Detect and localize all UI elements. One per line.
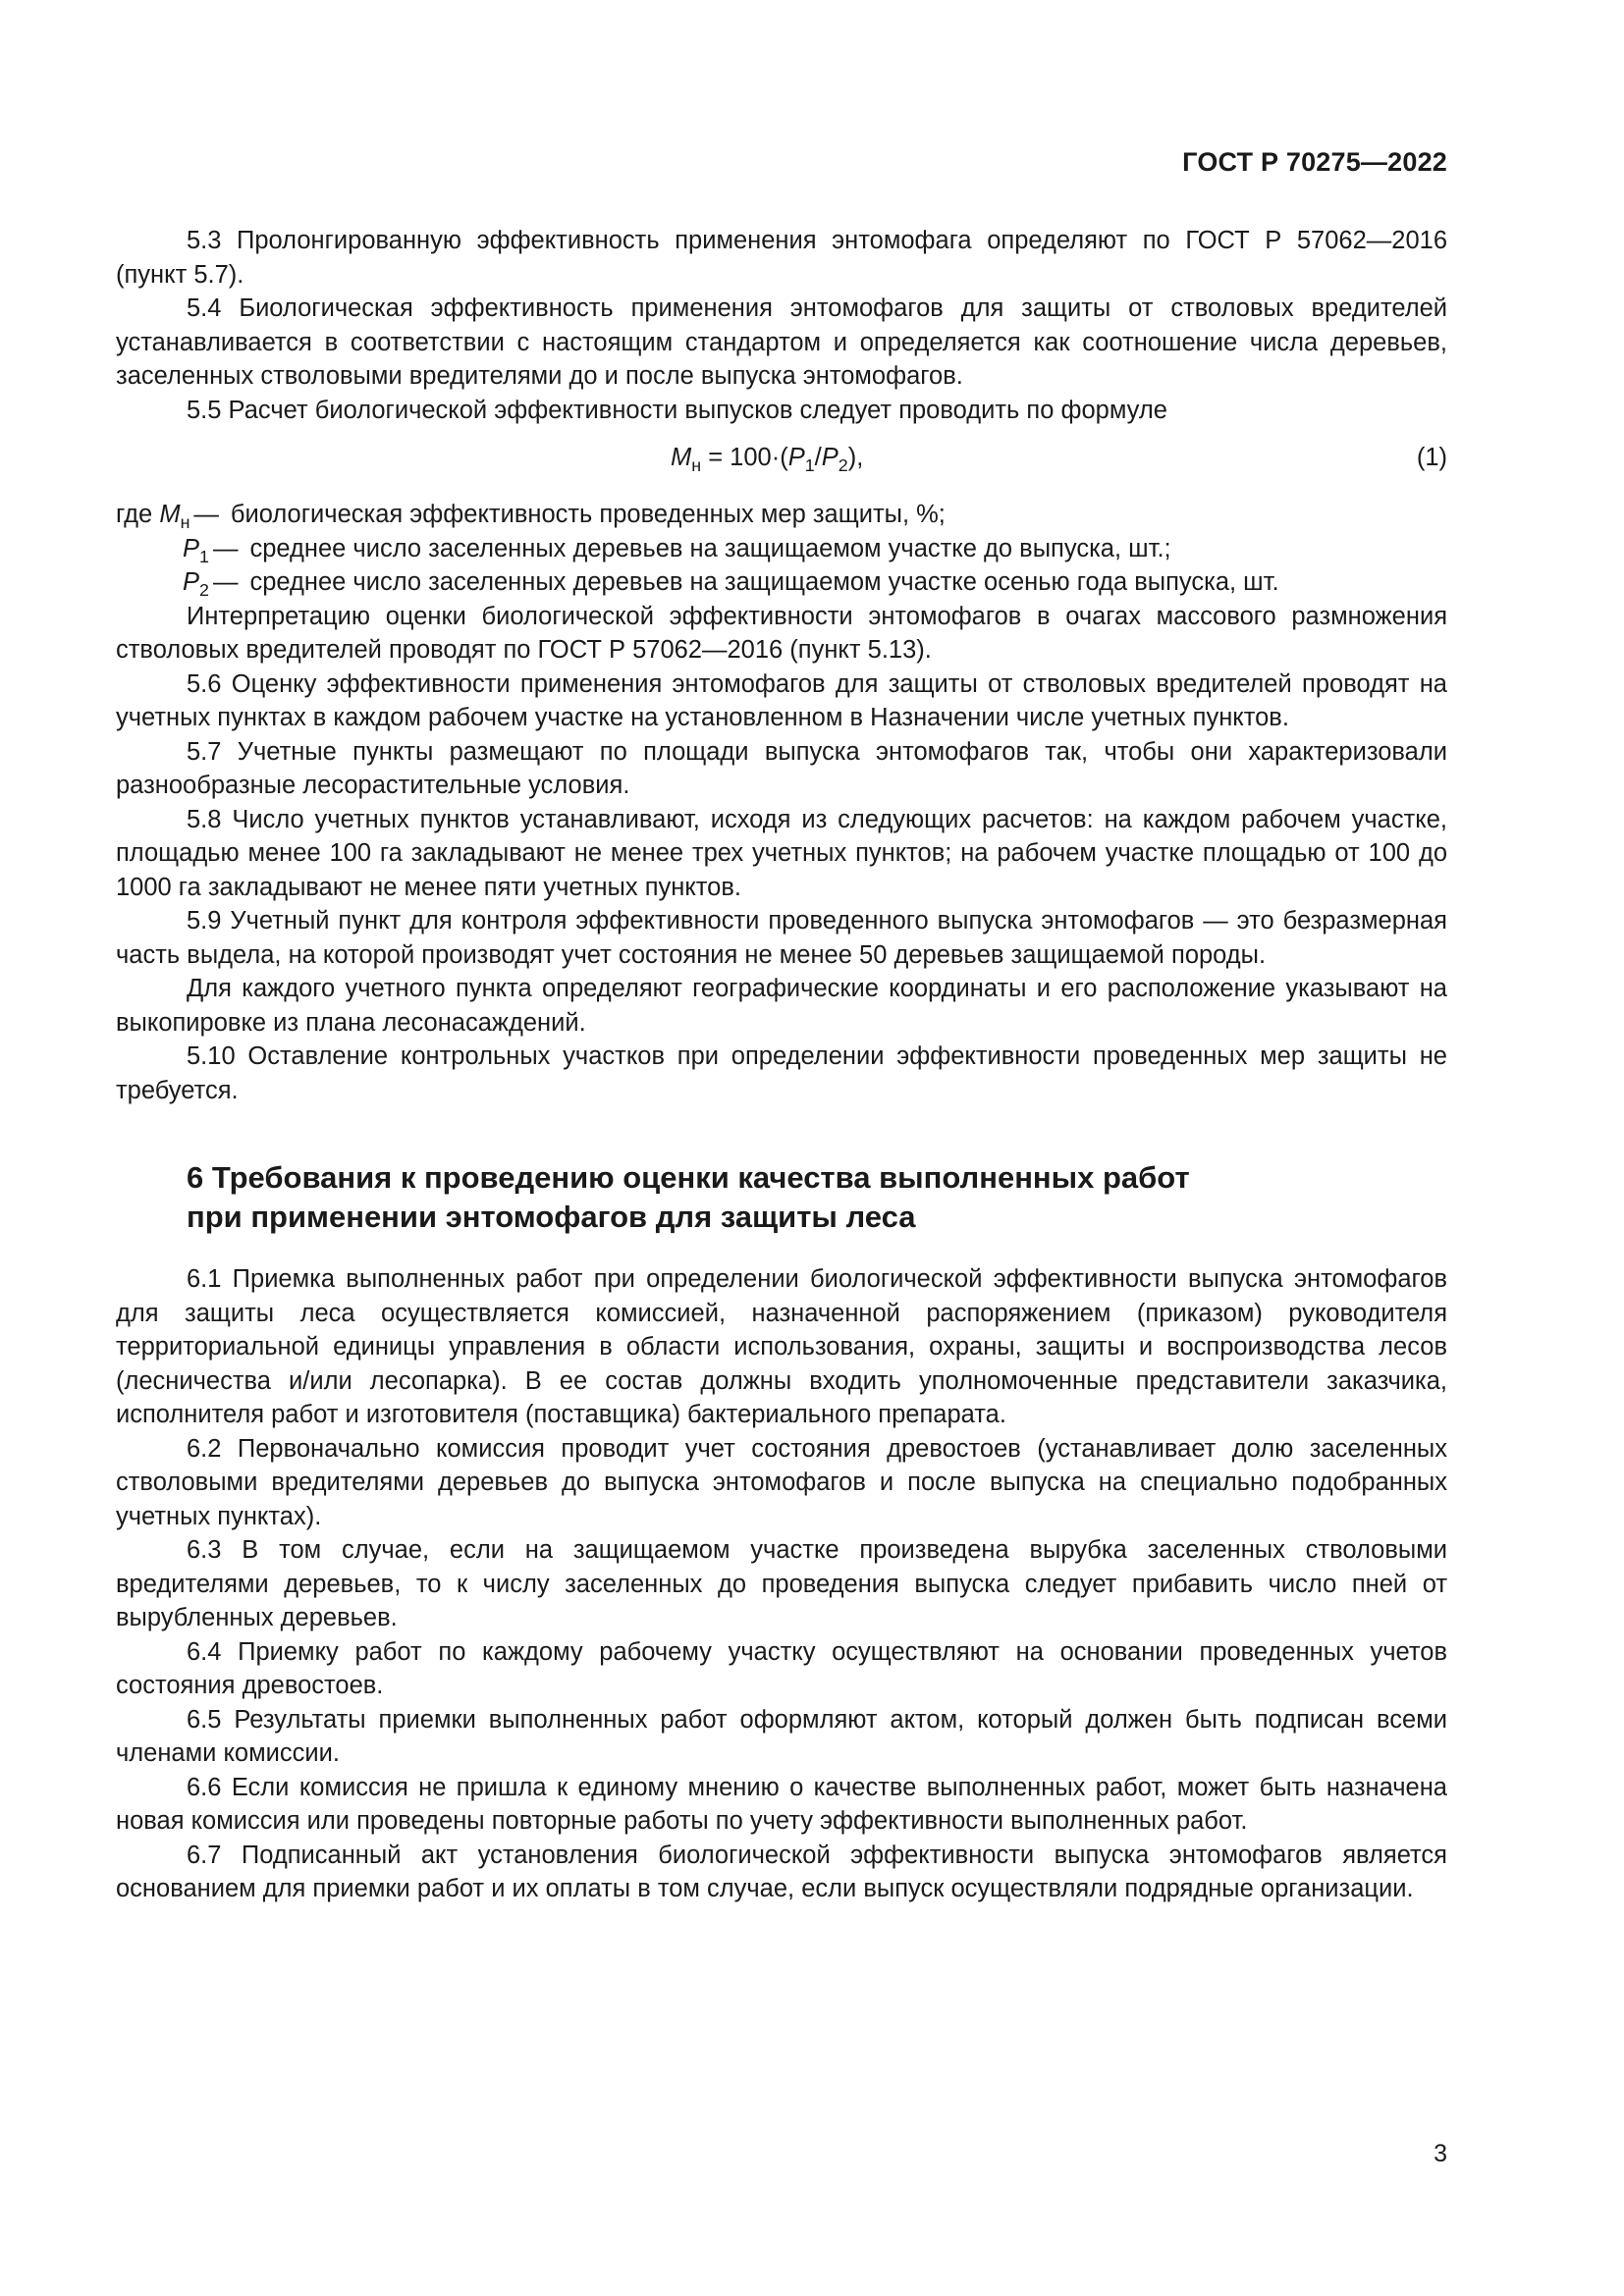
page-number: 3 (1434, 2140, 1447, 2167)
paragraph-6-4: 6.4 Приемку работ по каждому рабочему участку осуществляют на основании проведенных учетов состояния древостоев. (116, 1637, 1447, 1699)
formula-1 (116, 435, 1447, 490)
paragraph-interpretation: Интерпретацию оценки биологической эффективности энтомофагов в очагах массового размножения стволовых вредителей проводят по ГОСТ Р 57062—2016 (пункт 5.13). (116, 602, 1447, 664)
paragraph-5-4: 5.4 Биологическая эффективность применения энтомофагов для защиты от стволовых вредителей устанавливается в соответствии с настоящим стандартом и определяется как соотношение числа деревьев, заселенных стволовыми вредителями до и после выпуска энтомофагов. (116, 294, 1447, 390)
paragraph-5-9: 5.9 Учетный пункт для контроля эффективности проведенного выпуска энтомофагов — это безразмерная часть выдела, на которой производят учет состояния не менее 50 деревьев защищаемой породы. (116, 907, 1447, 969)
paragraph-6-5: 6.5 Результаты приемки выполненных работ оформляют актом, который должен быть подписан всеми членами комиссии. (116, 1705, 1447, 1767)
paragraph-6-2: 6.2 Первоначально комиссия проводит учет состояния древостоев (устанавливает долю заселенных стволовыми вредителями деревьев до выпуска энтомофагов и после выпуска на специально подобранных учетных пунктах). (116, 1434, 1447, 1530)
standard-code: ГОСТ Р 70275—2022 (1182, 147, 1447, 177)
paragraph-5-10: 5.10 Оставление контрольных участков при определении эффективности проведенных мер защиты не требуется. (116, 1042, 1447, 1104)
formula-legend (116, 498, 1447, 600)
section-6-heading: 6 Требования к проведению оценки качества выполненных работ при применении энтомофагов для защиты леса (187, 1160, 1190, 1234)
legend-row-mn: где $М_н$ — биологическая эффективность проведенных мер защиты, %; (116, 501, 946, 532)
paragraph-6-7: 6.7 Подписанный акт установления биологической эффективности выпуска энтомофагов является основанием для приемки работ и их оплаты в том случае, если выпуск осуществляли подрядные организации. (116, 1841, 1447, 1902)
formula-number: (1) (1416, 444, 1447, 471)
paragraph-5-3: 5.3 Пролонгированную эффективность применения энтомофага определяют по ГОСТ Р 57062—2016 (пункт 5.7). (116, 227, 1447, 289)
paragraph-5-8: 5.8 Число учетных пунктов устанавливают, исходя из следующих расчетов: на каждом рабочем участке, площадью менее 100 га закладывают не менее трех учетных пунктов; на рабочем участке площадью от 100 до 1000 га закладывают не менее пяти учетных пунктов. (116, 805, 1447, 901)
legend-row-p1: $P_1$ — среднее число заселенных деревьев на защищаемом участке до выпуска, шт.; (183, 534, 1171, 566)
paragraph-6-3: 6.3 В том случае, если на защищаемом участке произведена вырубка заселенных стволовыми вредителями деревьев, то к числу заселенных до проведения выпуска следует прибавить число пней от вырубленных деревьев. (116, 1536, 1447, 1631)
formula-expression: $М_н = 100\cdot(P_1/P_2)$, (671, 444, 864, 475)
paragraph-5-7: 5.7 Учетные пункты размещают по площади выпуска энтомофагов так, чтобы они характеризовали разнообразные лесорастительные условия. (116, 737, 1447, 799)
paragraph-5-9-coordinates: Для каждого учетного пункта определяют географические координаты и его расположение указывают на выкопировке из плана лесонасаждений. (116, 975, 1447, 1037)
legend-row-p2: $P_2$ — среднее число заселенных деревьев на защищаемом участке осенью года выпуска, шт. (183, 568, 1279, 600)
body-text (116, 224, 1447, 1906)
paragraph-5-6: 5.6 Оценку эффективности применения энтомофагов для защиты от стволовых вредителей проводят на учетных пунктах в каждом рабочем участке на установленном в Назначении числе учетных пунктов. (116, 669, 1447, 731)
paragraph-6-6: 6.6 Если комиссия не пришла к единому мнению о качестве выполненных работ, может быть назначена новая комиссия или проведены повторные работы по учету эффективности выполненных работ. (116, 1773, 1447, 1835)
paragraph-6-1: 6.1 Приемка выполненных работ при определении биологической эффективности выпуска энтомофагов для защиты леса осуществляется комиссией, назначенной распоряжением (приказом) руководителя территориальной единицы управления в области использования, охраны, защиты и воспроизводства лесов (лесничества и/или лесопарка). В ее состав должны входить уполномоченные представители заказчика, исполнителя работ и изготовителя (поставщика) бактериального препарата. (116, 1265, 1447, 1428)
paragraph-5-5: 5.5 Расчет биологической эффективности выпусков следует проводить по формуле (187, 396, 1167, 424)
